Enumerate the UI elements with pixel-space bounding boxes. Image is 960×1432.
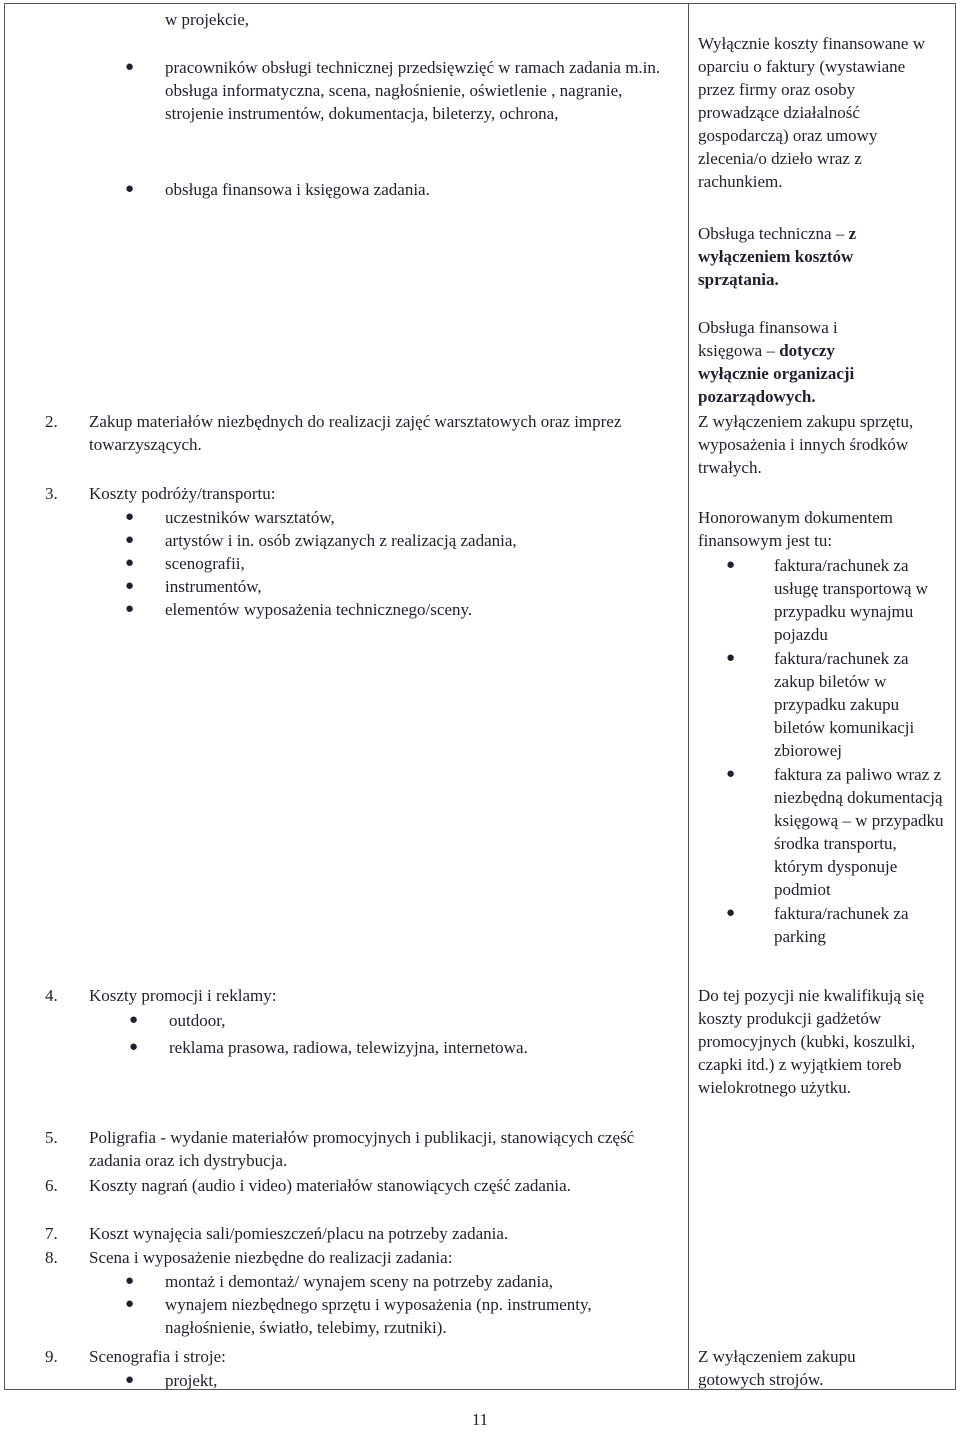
note-costumes-exclusion: Z wyłączeniem zakupu gotowych strojów. — [698, 1347, 856, 1389]
bullet-icon: ● — [726, 766, 736, 782]
bullet-icon: ● — [726, 557, 736, 573]
item-4-bullets — [129, 1009, 669, 1059]
bullet-icon: ● — [125, 578, 135, 594]
list-item: ● elementów wyposażenia technicznego/sceny. — [125, 600, 473, 619]
list-item: ● reklama prasowa, radiowa, telewizyjna, internetowa. — [129, 1038, 528, 1057]
list-item-7: 7. Koszt wynajęcia sali/pomieszczeń/placu na potrzeby zadania. — [45, 1224, 509, 1243]
item-9-bullets — [125, 1369, 665, 1392]
bullet-icon: ● — [125, 509, 135, 525]
bullet-icon: ● — [129, 1039, 139, 1055]
page-number: 11 — [471, 1410, 489, 1429]
intro-continuation: w projekcie, — [165, 10, 250, 29]
bullet-icon: ● — [726, 905, 736, 921]
item-8-bullets — [125, 1270, 665, 1339]
list-item-2: 2. Zakup materiałów niezbędnych do realizacji zajęć warsztatowych oraz imprez towarzyszących. — [45, 412, 622, 454]
accepted-documents-list — [726, 554, 948, 948]
note-equipment-exclusion: Z wyłączeniem zakupu sprzętu, wyposażenia i innych środków trwałych. — [698, 412, 914, 477]
note-promo-gadgets: Do tej pozycji nie kwalifikują się koszty produkcji gadżetów promocyjnych (kubki, koszulki, czapki itd.) z wyjątkiem toreb wielokrotnego użytku. — [698, 986, 925, 1097]
list-item: ● wynajem niezbędnego sprzętu i wyposażenia (np. instrumenty, nagłośnienie, światło, telebimy, rzutniki). — [125, 1295, 592, 1337]
list-item: ● faktura/rachunek za parking — [726, 904, 909, 946]
list-item: ● projekt, — [125, 1371, 218, 1390]
bullet-icon: ● — [125, 555, 135, 571]
list-item: ● scenografii, — [125, 554, 245, 573]
list-item-4: 4. Koszty promocji i reklamy: — [45, 986, 277, 1005]
item-3-bullets — [125, 506, 665, 621]
list-item: ● faktura za paliwo wraz z niezbędną dokumentacją księgową – w przypadku środka transportu, którym dysponuje podmiot — [726, 765, 944, 899]
list-item-6: 6. Koszty nagrań (audio i video) materiałów stanowiących część zadania. — [45, 1176, 571, 1195]
bullet-icon: ● — [726, 650, 736, 666]
note-technical-service: Obsługa techniczna – z wyłączeniem kosztów sprzątania. — [698, 224, 857, 289]
list-item: ● faktura/rachunek za usługę transportową w przypadku wynajmu pojazdu — [726, 556, 928, 644]
list-item: ● uczestników warsztatów, — [125, 508, 335, 527]
bullet-icon: ● — [125, 1372, 135, 1388]
bullet-icon: ● — [125, 1296, 135, 1312]
list-item-5: 5. Poligrafia - wydanie materiałów promocyjnych i publikacji, stanowiących część zadania oraz ich dystrybucja. — [45, 1128, 635, 1170]
list-item: ● outdoor, — [129, 1011, 226, 1030]
list-item-8: 8. Scena i wyposażenie niezbędne do realizacji zadania: — [45, 1248, 453, 1267]
list-item: ● instrumentów, — [125, 577, 262, 596]
list-item: ● montaż i demontaż/ wynajem sceny na potrzeby zadania, — [125, 1272, 554, 1291]
content-table — [4, 3, 956, 1390]
bullet-icon: ● — [125, 59, 135, 75]
intro-bullet: ● obsługa finansowa i księgowa zadania. — [125, 180, 430, 199]
list-item-3: 3. Koszty podróży/transportu: — [45, 484, 276, 503]
bullet-icon: ● — [125, 181, 135, 197]
bullet-icon: ● — [129, 1012, 139, 1028]
list-item-9: 9. Scenografia i stroje: — [45, 1347, 226, 1366]
list-item: ● artystów i in. osób związanych z realizacją zadania, — [125, 531, 517, 550]
note-financial-service: Obsługa finansowa i księgowa – dotyczy wyłącznie organizacji pozarządowych. — [698, 318, 855, 406]
column-divider — [688, 4, 689, 1389]
list-item: ● faktura/rachunek za zakup biletów w przypadku zakupu biletów komunikacji zbiorowej — [726, 649, 915, 760]
note-accepted-documents: Honorowanym dokumentem finansowym jest tu: — [698, 508, 893, 550]
bullet-icon: ● — [125, 601, 135, 617]
bullet-icon: ● — [125, 1273, 135, 1289]
bullet-icon: ● — [125, 532, 135, 548]
intro-bullet: ● pracowników obsługi technicznej przedsięwzięć w ramach zadania m.in. obsługa informatyczna, scena, nagłośnienie, oświetlenie , nagranie, strojenie instrumentów, dokumentacja, bileterzy, ochrona, — [125, 58, 661, 123]
note-invoices: Wyłącznie koszty finansowane w oparciu o faktury (wystawiane przez firmy oraz osoby prowadzące działalność gospodarczą) oraz umowy zlecenia/o dzieło wraz z rachunkiem. — [698, 34, 925, 191]
